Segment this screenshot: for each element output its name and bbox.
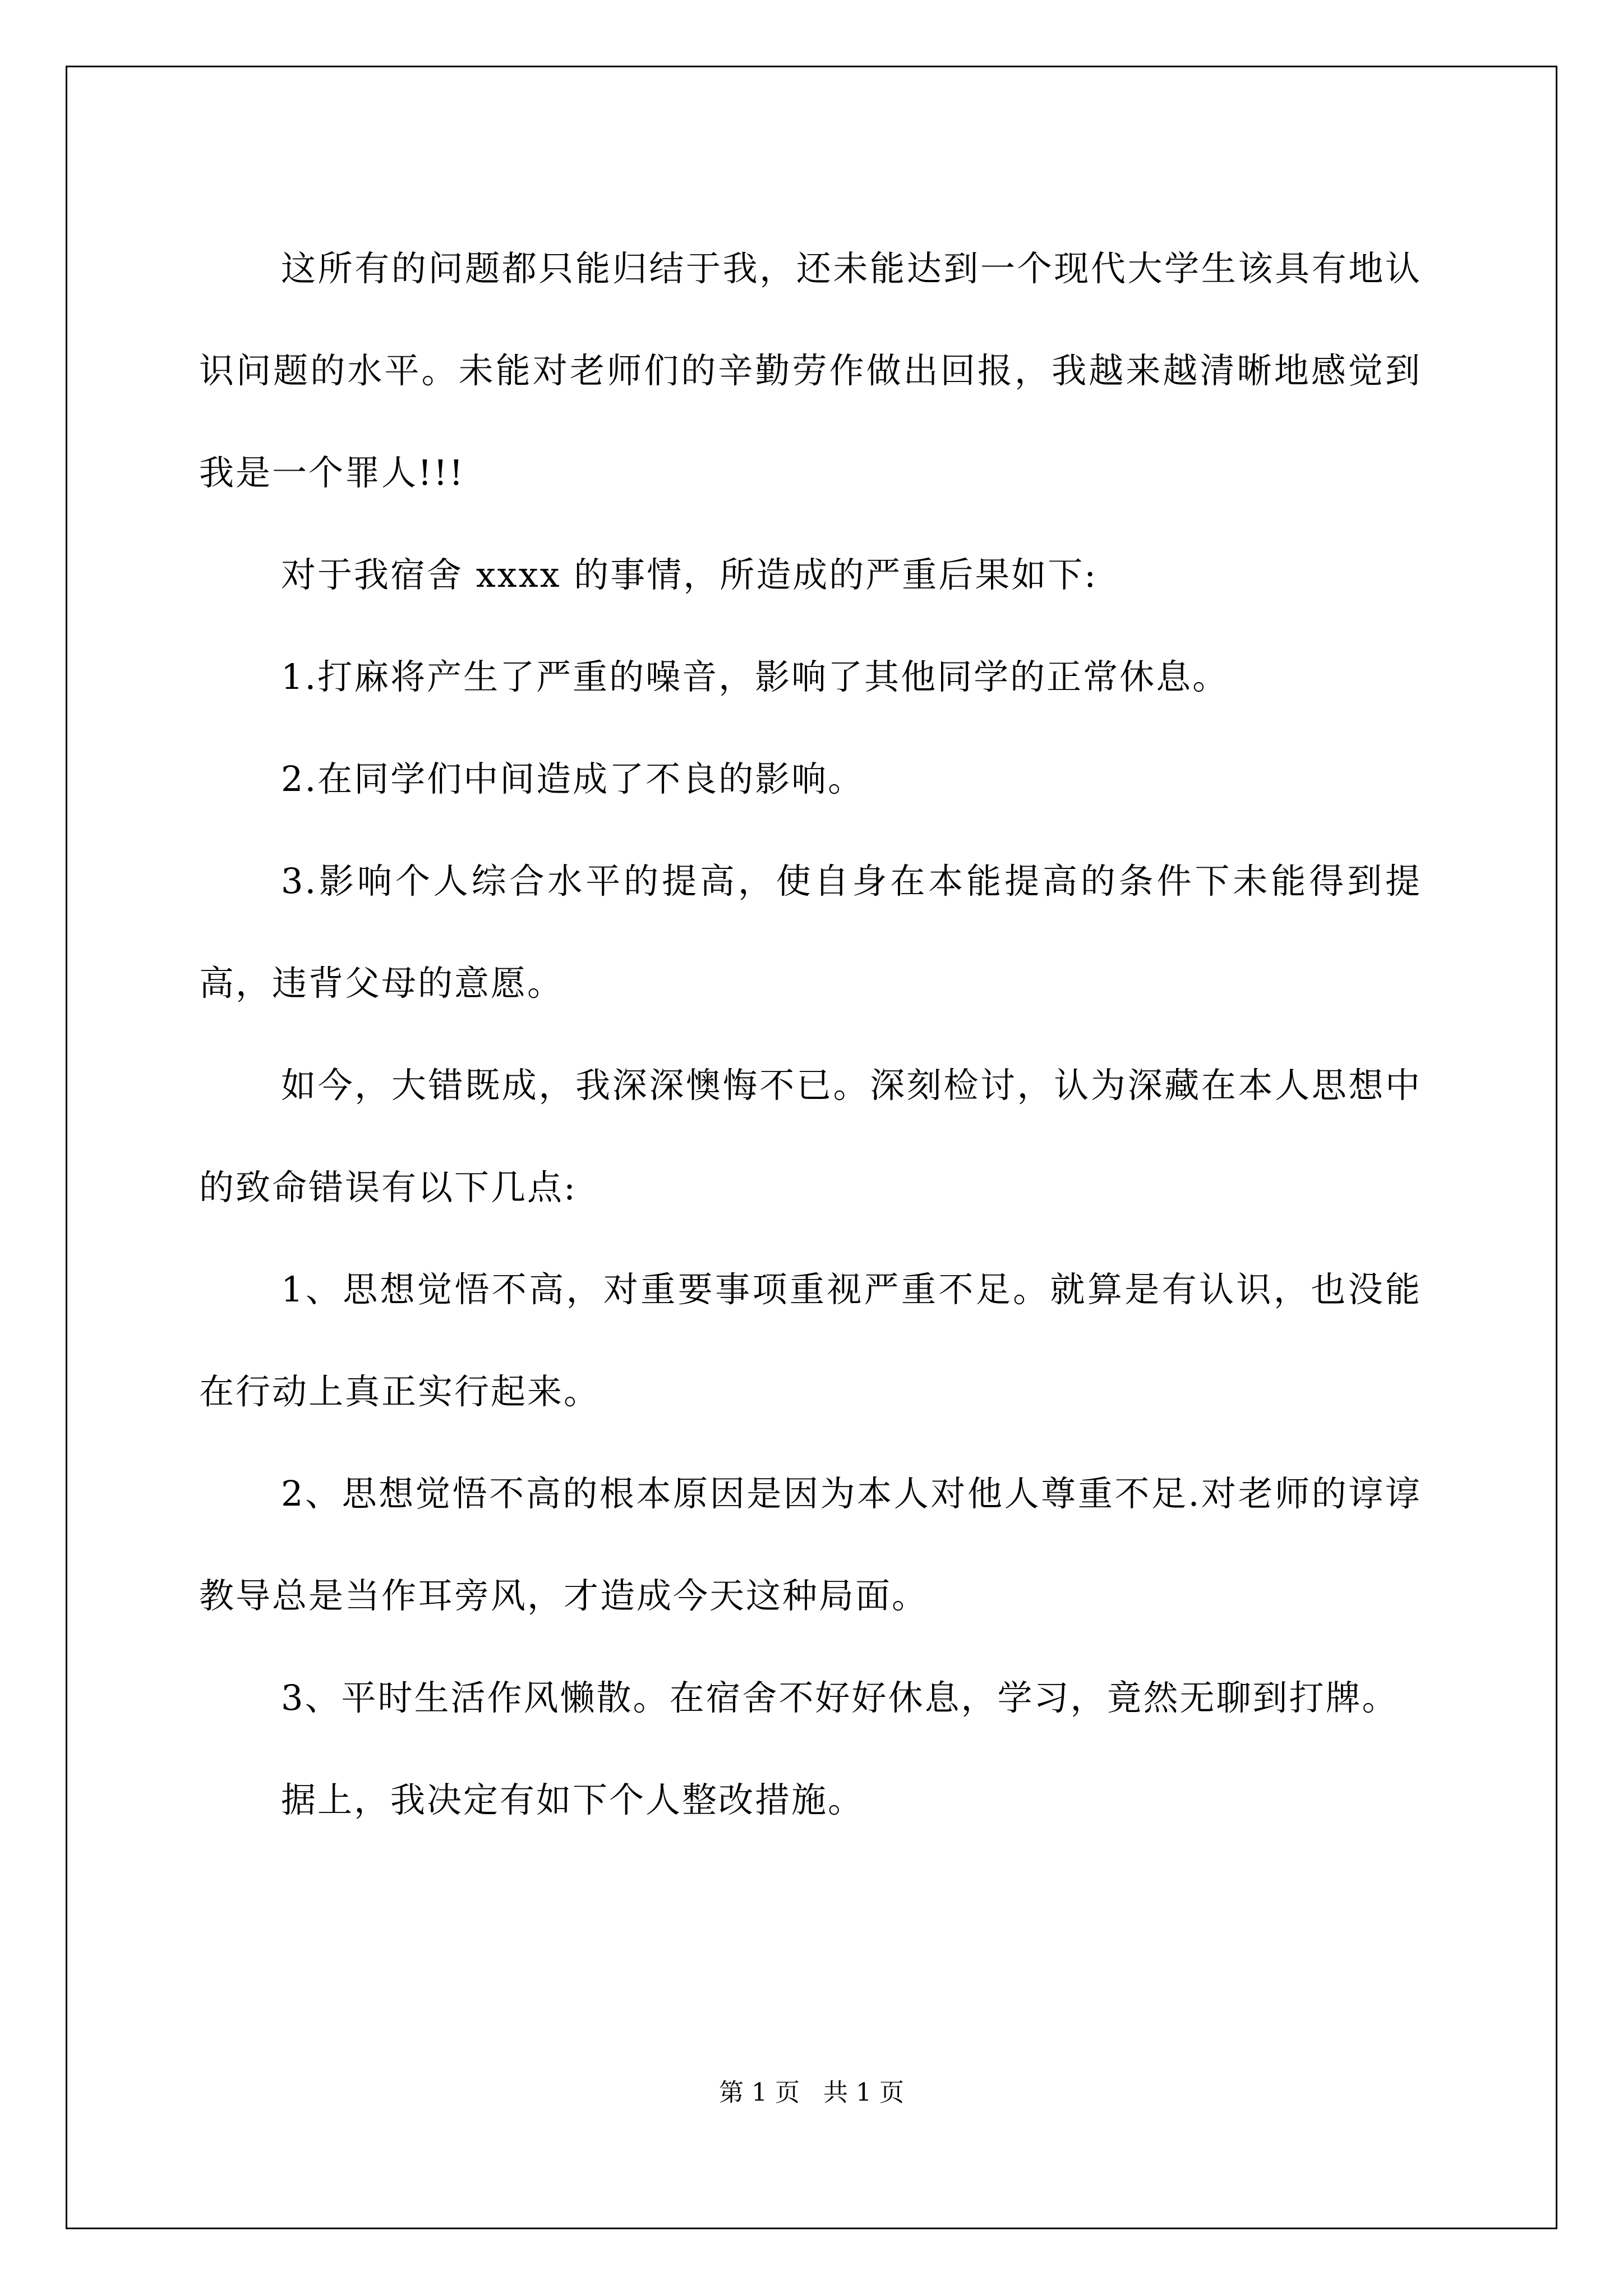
paragraph: 2.在同学们中间造成了不良的影响。 xyxy=(281,758,865,799)
paragraph: 1.打麻将产生了严重的噪音，影响了其他同学的正常休息。 xyxy=(281,656,1229,697)
paragraph: 据上，我决定有如下个人整改措施。 xyxy=(281,1779,865,1820)
paragraph: 3.影响个人综合水平的提高，使自身在本能提高的条件下未能得到提高，违背父母的意愿。 xyxy=(199,861,1422,1004)
paragraph: 3、平时生活作风懒散。在宿舍不好好休息，学习，竟然无聊到打牌。 xyxy=(281,1677,1399,1718)
paragraph: 如今，大错既成，我深深懊悔不已。深刻检讨，认为深藏在本人思想中的致命错误有以下几点: xyxy=(199,1065,1422,1208)
paragraph: 2、思想觉悟不高的根本原因是因为本人对他人尊重不足.对老师的谆谆教导总是当作耳旁风，才造成今天这种局面。 xyxy=(199,1473,1422,1616)
document-body xyxy=(199,218,1422,1851)
page-number-footer: 第 1 页 共 1 页 xyxy=(719,2078,904,2107)
paragraph: 这所有的问题都只能归结于我，还未能达到一个现代大学生该具有地认识问题的水平。未能对老师们的辛勤劳作做出回报，我越来越清晰地感觉到我是一个罪人!!! xyxy=(199,248,1422,493)
paragraph: 1、思想觉悟不高，对重要事项重视严重不足。就算是有认识，也没能在行动上真正实行起来。 xyxy=(199,1269,1422,1412)
paragraph: 对于我宿舍 xxxx 的事情，所造成的严重后果如下: xyxy=(281,554,1098,595)
